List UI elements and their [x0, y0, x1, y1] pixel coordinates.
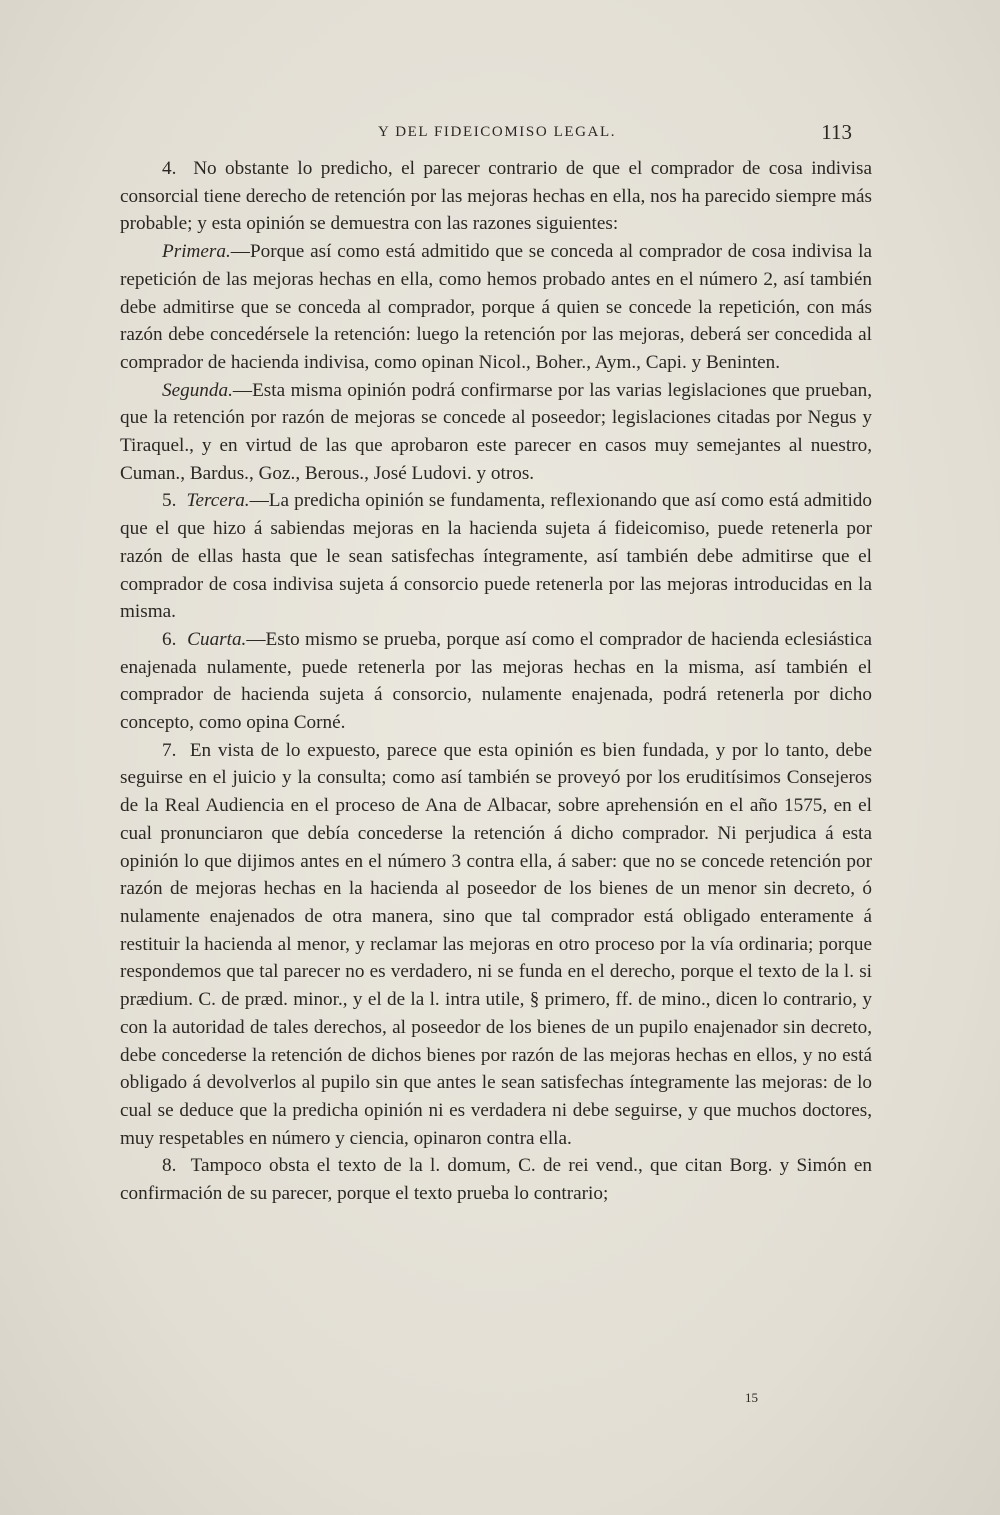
paragraph-7 — [120, 737, 872, 1153]
paragraph-text: —Porque así como está admitido que se conceda al comprador de cosa indivisa la repetición de las mejoras hechas en ella, como hemos probado antes en el número 2, así también debe admitirse que se conceda al comprador, porque á quien se concede la repetición, con más razón debe concedérsele la retención: luego la retención por las mejoras, deberá ser concedida al comprador de hacienda indivisa, como opinan Nicol., Boher., Aym., Capi. y Beninten. — [120, 241, 872, 373]
paragraph-lead: Primera. — [162, 241, 231, 263]
paragraph-text: —La predicha opinión se fundamenta, reflexionando que así como está admitido que el que hizo á sabiendas mejoras en la hacienda sujeta á fideicomiso, puede retenerla por razón de ellas hasta que le sean satisfechas íntegramente, así también debe admitirse que el comprador de cosa indivisa sujeta á consorcio puede retenerla por las mejoras introducidas en la misma. — [120, 490, 872, 623]
paragraph-4 — [120, 155, 872, 238]
paragraph-lead: Segunda. — [162, 379, 233, 401]
paragraph-text: No obstante lo predicho, el parecer contrario de que el comprador de cosa indivisa consorcial tiene derecho de retención por las mejoras hechas en ella, nos ha parecido siempre más probable; y esta opinión se demuestra con las razones siguientes: — [120, 158, 872, 235]
paragraph-5 — [120, 487, 872, 626]
paragraph-number: 6. — [162, 628, 177, 650]
paragraph-text: —Esto mismo se prueba, porque así como el comprador de hacienda eclesiástica enajenada nulamente, puede retenerla por las mejoras hechas en la misma, así también el comprador de hacienda sujeta á consorcio, nulamente enajenada, podrá retenerla por dicho concepto, como opina Corné. — [120, 628, 872, 734]
paragraph-lead: Tercera. — [186, 490, 250, 512]
paragraph-segunda — [120, 377, 872, 488]
paragraph-6 — [120, 626, 872, 737]
paragraph-8 — [120, 1152, 872, 1207]
paragraph-number: 7. — [162, 739, 177, 761]
paragraph-primera — [120, 238, 872, 377]
paragraph-text: Tampoco obsta el texto de la l. domum, C. de rei vend., que citan Borg. y Simón en confirmación de su parecer, porque el texto prueba lo contrario; — [120, 1155, 872, 1205]
paragraph-text: En vista de lo expuesto, parece que esta opinión es bien fundada, y por lo tanto, debe seguirse en el juicio y la consulta; como así también se proveyó por los eruditísimos Consejeros de la Real Audiencia en el proceso de Ana de Albacar, sobre aprehensión en el año 1575, en el cual pronunciaron que debía concederse la retención á dicho comprador. Ni perjudica á esta opinión lo que dijimos antes en el número 3 contra ella, á saber: que no se concede retención por razón de mejoras hechas en la hacienda al poseedor de los bienes de un menor sin decreto, ó nulamente enajenados de otra manera, sino que tal comprador está obligado enteramente á restituir la hacienda al menor, y reclamar las mejoras en otro proceso por la vía ordinaria; porque respondemos que tal parecer no es verdadero, ni se funda en el derecho, porque el texto de la l. si prædium. C. de præd. minor., y el de la l. intra utile, § primero, ff. de mino., dicen lo contrario, y con la autoridad de tales derechos, al poseedor de los bienes de un pupilo enajenador sin decreto, debe concederse la retención de dichos bienes por razón de las mejoras hechas en ellos, y no está obligado á devolverlos al pupilo sin que antes le sean satisfechas íntegramente las mejoras: de lo cual se deduce que la predicha opinión ni es verdadera ni debe seguirse, y que muchos doctores, muy respetables en número y ciencia, opinaron contra ella. — [120, 739, 872, 1149]
paragraph-number: 5. — [162, 490, 177, 512]
paragraph-number: 4. — [162, 158, 177, 179]
page-header — [120, 120, 880, 150]
paragraph-number: 8. — [162, 1155, 177, 1177]
body-text — [120, 155, 872, 1208]
running-title: Y DEL FIDEICOMISO LEGAL. — [378, 124, 617, 140]
page-number: 113 — [821, 120, 852, 144]
signature-mark: 15 — [745, 1390, 758, 1405]
paragraph-text: —Esta misma opinión podrá confirmarse por las varias legislaciones que prueban, que la retención por razón de mejoras se concede al poseedor; legislaciones citadas por Negus y Tiraquel., y en virtud de las que aprobaron este parecer en casos muy semejantes al nuestro, Cuman., Bardus., Goz., Berous., José Ludovi. y otros. — [120, 379, 872, 484]
paragraph-lead: Cuarta. — [187, 628, 247, 650]
